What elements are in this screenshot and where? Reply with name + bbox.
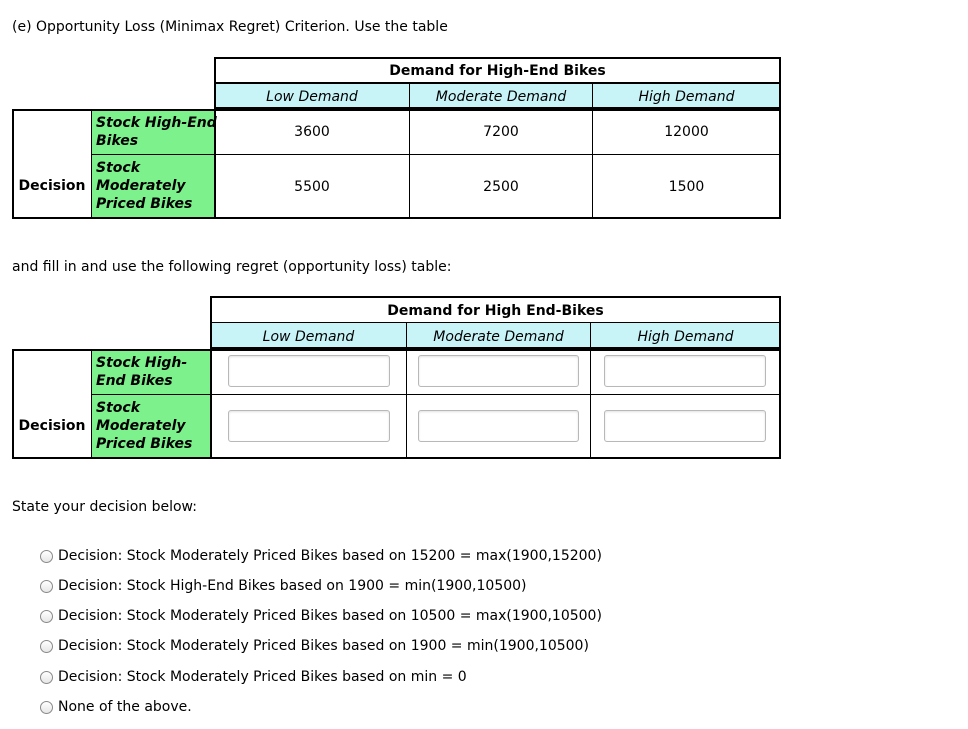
decision-option[interactable] <box>40 697 192 717</box>
decision-option[interactable] <box>40 546 602 566</box>
table1-value: 2500 <box>483 179 519 195</box>
table2-col-moderate-label: Moderate Demand <box>433 329 564 345</box>
option-label: Decision: Stock Moderately Priced Bikes based on 10500 = max(1900,10500) <box>58 608 602 624</box>
radio-button[interactable] <box>40 671 53 684</box>
table2-col-low-label: Low Demand <box>262 329 355 345</box>
regret-input-moderate-moderate-demand[interactable] <box>418 410 579 442</box>
table1-value: 3600 <box>294 124 330 140</box>
table1-col-low-label: Low Demand <box>266 89 358 105</box>
decision-option[interactable] <box>40 576 527 596</box>
option-label: Decision: Stock Moderately Priced Bikes based on 1900 = min(1900,10500) <box>58 638 589 654</box>
table1-decision-label: Decision <box>18 178 86 194</box>
table1-row1-label: Stock High-End Bikes <box>96 115 217 149</box>
table1-value: 12000 <box>664 124 709 140</box>
table1-value: 7200 <box>483 124 519 140</box>
radio-button[interactable] <box>40 640 53 653</box>
radio-button[interactable] <box>40 701 53 714</box>
table1-col-moderate-label: Moderate Demand <box>435 89 567 105</box>
radio-button[interactable] <box>40 610 53 623</box>
regret-input-high-end-high-demand[interactable] <box>604 355 766 387</box>
option-label: Decision: Stock Moderately Priced Bikes based on 15200 = max(1900,15200) <box>58 548 602 564</box>
regret-input-high-end-low-demand[interactable] <box>228 355 390 387</box>
table1-row2-label: Stock Moderately Priced Bikes <box>96 160 193 212</box>
regret-input-moderate-low-demand[interactable] <box>228 410 390 442</box>
radio-button[interactable] <box>40 580 53 593</box>
regret-input-high-end-moderate-demand[interactable] <box>418 355 579 387</box>
table2-row2-label: Stock Moderately Priced Bikes <box>96 400 193 452</box>
table2-group-header: Demand for High End-Bikes <box>387 303 604 319</box>
decision-prompt: State your decision below: <box>12 499 197 515</box>
table2-decision-cell <box>12 349 92 459</box>
decision-option[interactable] <box>40 606 602 626</box>
option-label: Decision: Stock High-End Bikes based on 1900 = min(1900,10500) <box>58 578 527 594</box>
table1-value: 5500 <box>294 179 330 195</box>
radio-button[interactable] <box>40 550 53 563</box>
decision-option[interactable] <box>40 667 467 687</box>
table1-group-header: Demand for High-End Bikes <box>389 63 606 79</box>
decision-option[interactable] <box>40 636 589 656</box>
table1-value: 1500 <box>668 179 705 195</box>
table2-col-high-label: High Demand <box>637 329 734 345</box>
table1-col-high-label: High Demand <box>638 89 735 105</box>
regret-input-moderate-high-demand[interactable] <box>604 410 766 442</box>
option-label: None of the above. <box>58 699 192 715</box>
regret-instruction-text: and fill in and use the following regret (opportunity loss) table: <box>12 259 452 275</box>
table2-decision-label: Decision <box>18 418 86 434</box>
option-label: Decision: Stock Moderately Priced Bikes based on min = 0 <box>58 669 467 685</box>
table2-row1-label: Stock High- End Bikes <box>96 355 188 389</box>
table1-decision-cell <box>12 109 92 219</box>
intro-text: (e) Opportunity Loss (Minimax Regret) Criterion. Use the table <box>12 19 448 35</box>
